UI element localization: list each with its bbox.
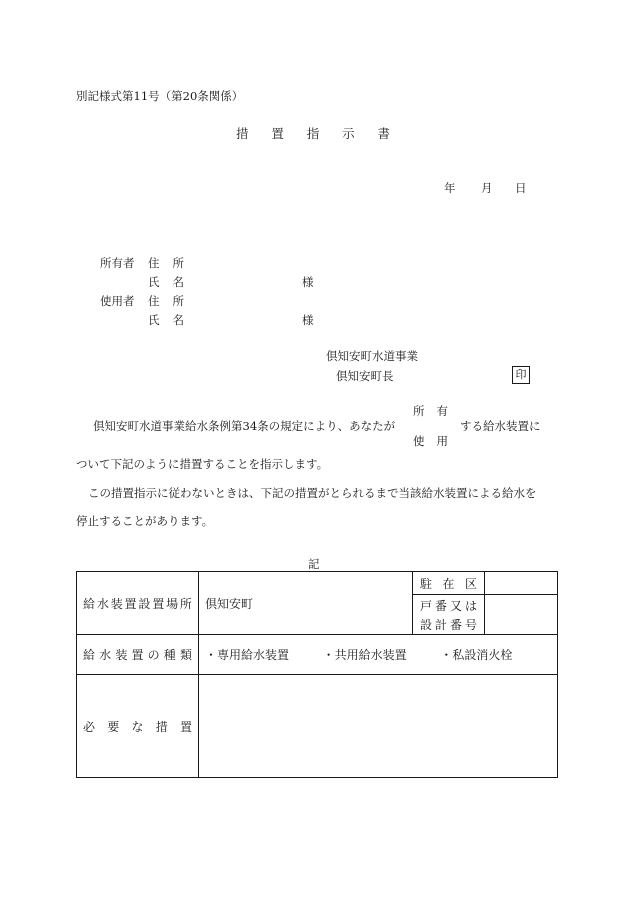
user-name-label: 氏 名 xyxy=(148,313,184,327)
document-title: 措 置 指 示 書 xyxy=(236,126,390,141)
issuer-org: 倶知安町水道事業 xyxy=(326,349,418,363)
ki-mark: 記 xyxy=(308,557,320,571)
body-line1-post: する給水装置に xyxy=(460,419,541,433)
date-month: 月 xyxy=(481,181,493,195)
user-address-label: 住 所 xyxy=(148,294,184,308)
date-day: 日 xyxy=(515,181,527,195)
choice-use: 使 用 xyxy=(413,434,448,448)
measure-table xyxy=(76,571,558,778)
choice-own: 所 有 xyxy=(413,404,448,418)
owner-name-label: 氏 名 xyxy=(148,275,184,289)
location-value: 倶知安町 xyxy=(205,596,254,611)
owner-honorific: 様 xyxy=(302,275,314,289)
measures-value-cell[interactable] xyxy=(199,675,558,778)
type-label-cell: 給 水 装 置 の 種 類 xyxy=(77,635,199,675)
date-year: 年 xyxy=(444,181,456,195)
district-value-cell[interactable] xyxy=(485,572,558,595)
type-option-hydrant[interactable]: ・私設消火栓 xyxy=(440,648,513,662)
issuer-title: 倶知安町長 xyxy=(336,369,394,383)
parcel-value-cell[interactable] xyxy=(485,595,558,635)
type-option-private[interactable]: ・専用給水装置 xyxy=(205,648,290,662)
location-label-cell: 給 水 装 置 設 置 場 所 xyxy=(77,572,199,635)
parcel-label-cell: 戸 番 又 は 設 計 番 号 xyxy=(413,595,485,635)
body-line2: ついて下記のように措置することを指示します。 xyxy=(76,457,329,471)
body-line1-pre: 倶知安町水道事業給水条例第34条の規定により、あなたが xyxy=(93,419,396,433)
owner-label: 所有者 xyxy=(100,256,135,270)
type-options-cell xyxy=(199,635,558,675)
body-para2-line1: この措置指示に従わないときは、下記の措置がとられるまで当該給水装置による給水を xyxy=(88,486,537,500)
user-honorific: 様 xyxy=(302,313,314,327)
body-para2-line2: 停止することがあります。 xyxy=(76,514,214,528)
owner-address-label: 住 所 xyxy=(148,256,184,270)
form-number: 別記様式第11号（第20条関係） xyxy=(76,89,244,103)
district-label-cell: 駐 在 区 xyxy=(413,572,485,595)
user-label: 使用者 xyxy=(100,294,135,308)
seal-mark: 印 xyxy=(512,366,530,384)
measures-label-cell: 必 要 な 措 置 xyxy=(77,675,199,778)
type-option-shared[interactable]: ・共用給水装置 xyxy=(322,648,407,662)
location-value-cell xyxy=(199,572,413,635)
